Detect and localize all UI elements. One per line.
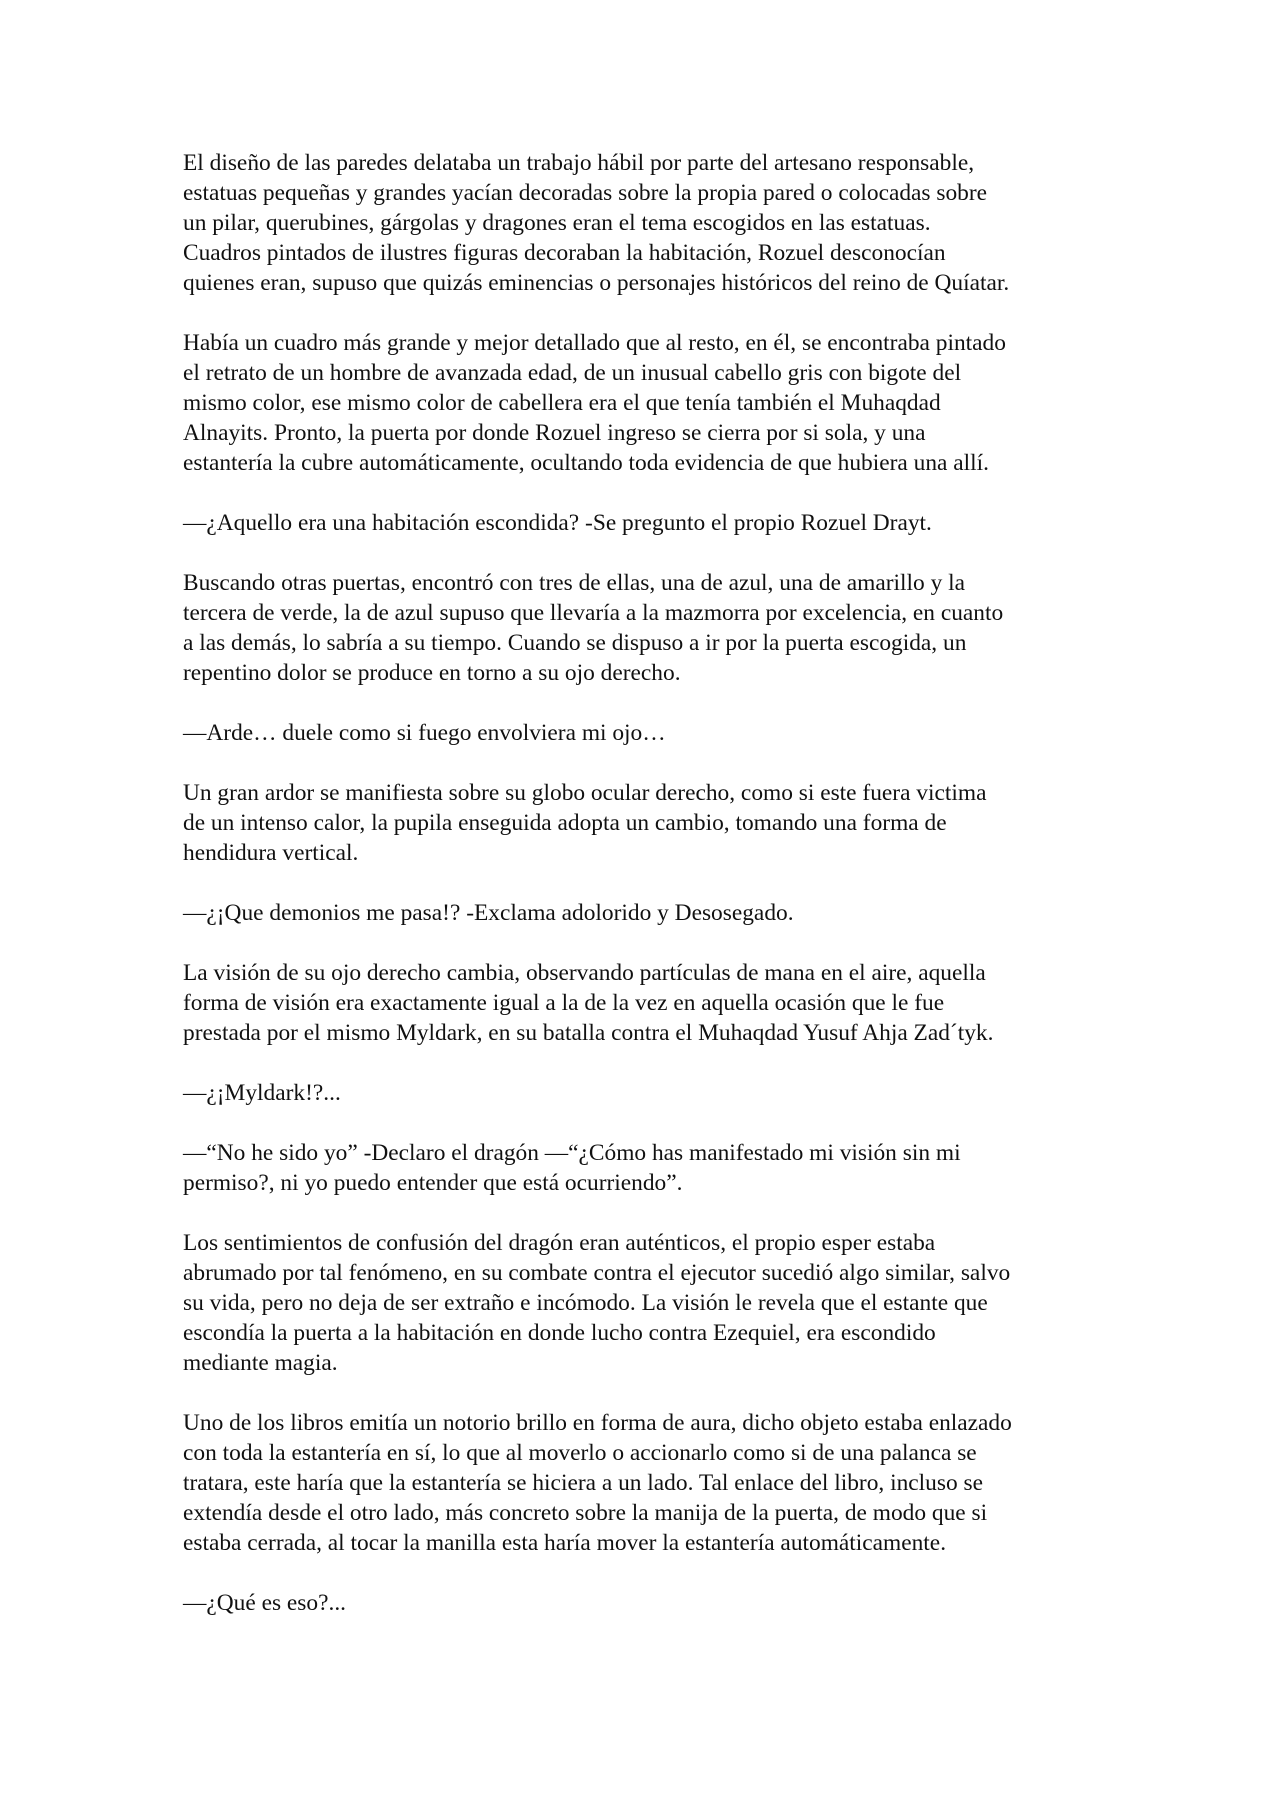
- dialogue-line-4: —¿¡Myldark!?...: [183, 1080, 341, 1106]
- paragraph-5: La visión de su ojo derecho cambia, observando partículas de mana en el aire, aquella forma de visión era exactamente igual a la de la vez en aquella ocasión que le fue prestada por el mismo Myldark, en su batalla contra el Muhaqdad Yusuf Ahja Zad´tyk.: [183, 960, 994, 1046]
- paragraph-7: Uno de los libros emitía un notorio brillo en forma de aura, dicho objeto estaba enlazado con toda la estantería en sí, lo que al moverlo o accionarlo como si de una palanca se tratara, este haría que la estantería se hiciera a un lado. Tal enlace del libro, incluso se extendía desde el otro lado, más concreto sobre la manija de la puerta, de modo que si estaba cerrada, al tocar la manilla esta haría mover la estantería automáticamente.: [183, 1410, 1012, 1556]
- paragraph-1: El diseño de las paredes delataba un trabajo hábil por parte del artesano responsable, estatuas pequeñas y grandes yacían decoradas sobre la propia pared o colocadas sobre un pilar, querubines, gárgolas y dragones eran el tema escogidos en las estatuas. Cuadros pintados de ilustres figuras decoraban la habitación, Rozuel desconocían quienes eran, supuso que quizás eminencias o personajes históricos del reino de Quíatar.: [183, 150, 1010, 296]
- paragraph-3: Buscando otras puertas, encontró con tres de ellas, una de azul, una de amarillo y la tercera de verde, la de azul supuso que llevaría a la mazmorra por excelencia, en cuanto a las demás, lo sabría a su tiempo. Cuando se dispuso a ir por la puerta escogida, un repentino dolor se produce en torno a su ojo derecho.: [183, 570, 1004, 686]
- paragraph-6: Los sentimientos de confusión del dragón eran auténticos, el propio esper estaba abrumado por tal fenómeno, en su combate contra el ejecutor sucedió algo similar, salvo su vida, pero no deja de ser extraño e incómodo. La visión le revela que el estante que escondía la puerta a la habitación en donde lucho contra Ezequiel, era escondido mediante magia.: [183, 1230, 1011, 1376]
- paragraph-2: Había un cuadro más grande y mejor detallado que al resto, en él, se encontraba pintado el retrato de un hombre de avanzada edad, de un inusual cabello gris con bigote del mismo color, ese mismo color de cabellera era el que tenía también el Muhaqdad Alnayits. Pronto, la puerta por donde Rozuel ingreso se cierra por si sola, y una estantería la cubre automáticamente, ocultando toda evidencia de que hubiera una allí.: [183, 330, 1006, 476]
- document-page: [183, 148, 1103, 1648]
- dialogue-line-2: —Arde… duele como si fuego envolviera mi ojo…: [183, 720, 666, 746]
- dialogue-line-6: —¿Qué es eso?...: [183, 1590, 347, 1616]
- dialogue-line-1: —¿Aquello era una habitación escondida? -Se pregunto el propio Rozuel Drayt.: [183, 510, 932, 536]
- dialogue-line-5: —“No he sido yo” -Declaro el dragón —“¿Cómo has manifestado mi visión sin mi permiso?, ni yo puedo entender que está ocurriendo”.: [183, 1140, 961, 1196]
- paragraph-4: Un gran ardor se manifiesta sobre su globo ocular derecho, como si este fuera victima de un intenso calor, la pupila enseguida adopta un cambio, tomando una forma de hendidura vertical.: [183, 780, 987, 866]
- dialogue-line-3: —¿¡Que demonios me pasa!? -Exclama adolorido y Desosegado.: [183, 900, 794, 926]
